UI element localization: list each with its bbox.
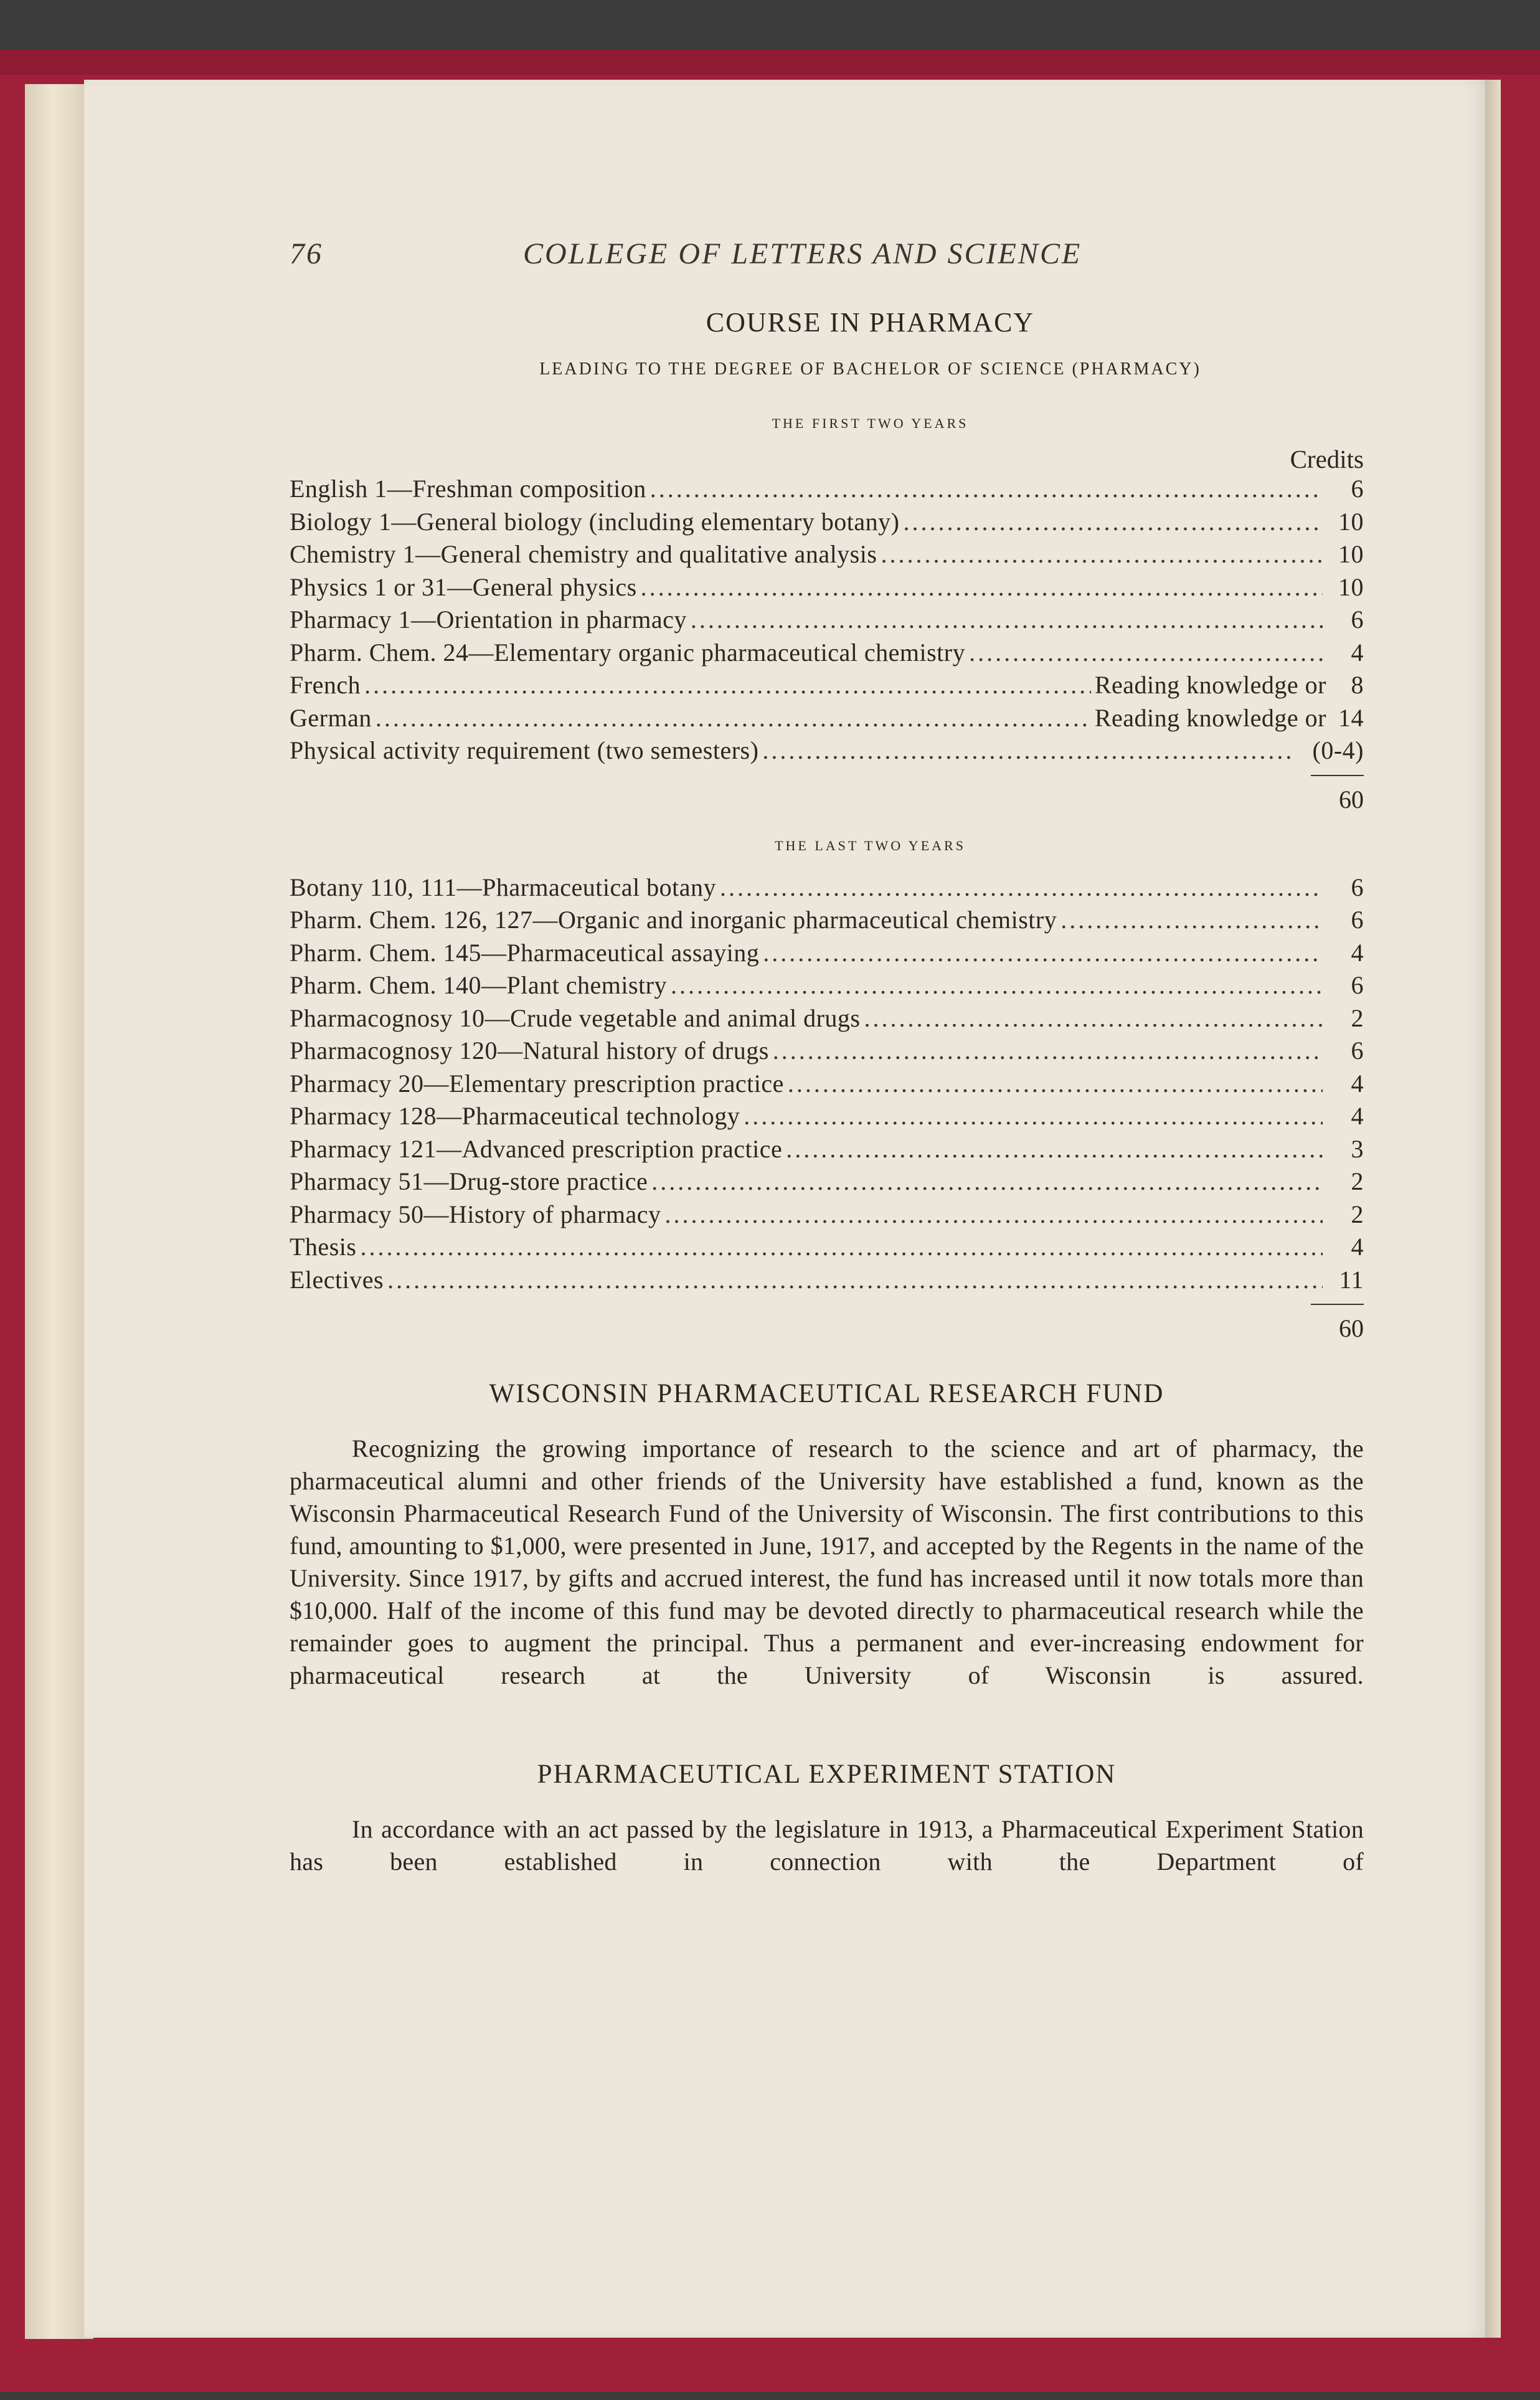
dot-leader bbox=[671, 970, 1323, 1000]
sum-rule bbox=[1311, 775, 1364, 776]
credits-value: 8 bbox=[1351, 671, 1364, 699]
dot-leader bbox=[763, 938, 1323, 967]
credits-value: 10 bbox=[1338, 540, 1364, 568]
dot-leader bbox=[762, 736, 1295, 765]
course-label: Chemistry 1—General chemistry and qualitative analysis bbox=[290, 540, 877, 568]
course-label: Pharm. Chem. 145—Pharmaceutical assaying bbox=[290, 938, 760, 967]
course-note: Reading knowledge or bbox=[1094, 671, 1326, 699]
table-row bbox=[290, 638, 1364, 671]
credits-value: 6 bbox=[1351, 605, 1364, 633]
course-label: English 1—Freshman composition bbox=[290, 475, 646, 503]
dot-leader bbox=[786, 1134, 1323, 1164]
credits-value: 6 bbox=[1351, 1036, 1364, 1065]
dot-leader bbox=[864, 1003, 1323, 1033]
dot-leader bbox=[650, 474, 1323, 503]
credits-value: 4 bbox=[1351, 1102, 1364, 1130]
course-label: Biology 1—General biology (including elementary botany) bbox=[290, 507, 900, 536]
course-label: Thesis bbox=[290, 1233, 357, 1261]
course-label: Pharmacognosy 10—Crude vegetable and animal drugs bbox=[290, 1003, 861, 1032]
table-row bbox=[290, 605, 1364, 638]
table-row bbox=[290, 1036, 1364, 1069]
table-row bbox=[290, 1265, 1364, 1298]
table-row bbox=[290, 572, 1364, 605]
dot-leader bbox=[651, 1167, 1323, 1196]
book-cover-top-edge bbox=[0, 50, 1540, 75]
course-label: Electives bbox=[290, 1265, 384, 1294]
credits-value: 10 bbox=[1338, 572, 1364, 601]
course-label: Pharmacy 50—History of pharmacy bbox=[290, 1200, 661, 1228]
running-header bbox=[290, 237, 1364, 274]
dot-leader bbox=[360, 1232, 1323, 1261]
dot-leader bbox=[641, 572, 1323, 602]
table-row bbox=[290, 1167, 1364, 1200]
dot-leader bbox=[969, 638, 1323, 667]
course-label: Pharmacy 51—Drug-store practice bbox=[290, 1167, 648, 1195]
dot-leader bbox=[744, 1101, 1323, 1131]
page-gutter bbox=[1485, 80, 1501, 2338]
course-label: French bbox=[290, 671, 361, 699]
dot-leader bbox=[788, 1069, 1323, 1098]
first-two-years-table bbox=[290, 474, 1364, 816]
credits-value: 2 bbox=[1351, 1200, 1364, 1228]
credits-value: 4 bbox=[1351, 1069, 1364, 1098]
course-label: Pharmacy 20—Elementary prescription practice bbox=[290, 1069, 784, 1098]
course-label: Pharmacy 1—Orientation in pharmacy bbox=[290, 605, 687, 633]
credits-value: 11 bbox=[1339, 1265, 1364, 1294]
dot-leader bbox=[773, 1036, 1323, 1065]
course-label: Pharmacy 128—Pharmaceutical technology bbox=[290, 1102, 740, 1130]
course-label: Pharmacognosy 120—Natural history of drugs bbox=[290, 1036, 769, 1065]
table-row bbox=[290, 873, 1364, 906]
table-row bbox=[290, 905, 1364, 938]
course-subtitle: LEADING TO THE DEGREE OF BACHELOR OF SCIENCE (PHARMACY) bbox=[539, 359, 1201, 379]
course-label: Pharm. Chem. 140—Plant chemistry bbox=[290, 971, 667, 999]
credits-value: 6 bbox=[1351, 475, 1364, 503]
table-row bbox=[290, 1200, 1364, 1233]
credits-column-heading: Credits bbox=[1290, 445, 1364, 473]
course-note: Reading knowledge or bbox=[1094, 703, 1326, 732]
last-two-years-heading: THE LAST TWO YEARS bbox=[775, 837, 966, 853]
first-two-years-heading: THE FIRST TWO YEARS bbox=[772, 415, 969, 431]
credits-value: 14 bbox=[1338, 703, 1364, 732]
table-row bbox=[290, 507, 1364, 540]
dot-leader bbox=[881, 539, 1323, 569]
dot-leader bbox=[376, 703, 1091, 733]
table-row bbox=[290, 1101, 1364, 1134]
table-row bbox=[290, 1003, 1364, 1036]
credits-value: 3 bbox=[1351, 1134, 1364, 1163]
course-label: Pharmacy 121—Advanced prescription practice bbox=[290, 1134, 783, 1163]
table-row bbox=[290, 1232, 1364, 1265]
table-row bbox=[290, 736, 1364, 769]
table-row bbox=[290, 938, 1364, 971]
dot-leader bbox=[691, 605, 1323, 634]
credits-value: 2 bbox=[1351, 1003, 1364, 1032]
credits-value: 4 bbox=[1351, 1233, 1364, 1261]
page-content bbox=[290, 237, 1364, 1910]
course-label: Pharm. Chem. 126, 127—Organic and inorganic pharmaceutical chemistry bbox=[290, 906, 1057, 934]
last-two-years-total: 60 bbox=[1339, 1314, 1364, 1342]
research-fund-paragraph: Recognizing the growing importance of research to the science and art of pharmacy, the pharmaceutical alumni and other friends of the University have established a fund, known as the Wisconsin Pharmaceutical Research Fund of the University of Wisconsin. The first contributions to this fund, amounting to $1,000, were presented in June, 1917, and accepted by the Regents in the name of the University. Since 1917, by gifts and accrued interest, the fund has increased until it now totals more than $10,000. Half of the income of this fund may be devoted directly to pharmaceutical research while the remainder goes to augment the principal. Thus a permanent and ever-increasing endowment for pharmaceutical research at the University of Wisconsin is assured. bbox=[290, 1435, 1364, 1689]
table-row bbox=[290, 1134, 1364, 1167]
credits-value: 10 bbox=[1338, 507, 1364, 536]
table-row bbox=[290, 539, 1364, 572]
last-two-years-table bbox=[290, 873, 1364, 1345]
course-title: COURSE IN PHARMACY bbox=[706, 307, 1035, 338]
course-label: Physics 1 or 31—General physics bbox=[290, 572, 637, 601]
course-label: Botany 110, 111—Pharmaceutical botany bbox=[290, 873, 717, 901]
table-row bbox=[290, 1069, 1364, 1102]
credits-value: 4 bbox=[1351, 638, 1364, 666]
credits-value: 6 bbox=[1351, 971, 1364, 999]
table-row bbox=[290, 970, 1364, 1003]
table-row bbox=[290, 703, 1364, 736]
dot-leader bbox=[720, 873, 1323, 902]
credits-value: 6 bbox=[1351, 873, 1364, 901]
credits-value: 6 bbox=[1351, 906, 1364, 934]
dot-leader bbox=[904, 507, 1323, 536]
page-stack-edge bbox=[25, 84, 93, 2339]
credits-value: (0-4) bbox=[1312, 736, 1364, 764]
first-two-years-total: 60 bbox=[1339, 785, 1364, 813]
course-label: German bbox=[290, 703, 372, 732]
table-row bbox=[290, 670, 1364, 703]
dot-leader bbox=[1061, 905, 1323, 934]
experiment-station-heading: PHARMACEUTICAL EXPERIMENT STATION bbox=[537, 1760, 1117, 1789]
dot-leader bbox=[664, 1200, 1323, 1229]
table-row bbox=[290, 474, 1364, 507]
credits-value: 4 bbox=[1351, 938, 1364, 967]
running-title: COLLEGE OF LETTERS AND SCIENCE bbox=[523, 237, 1082, 270]
sum-rule bbox=[1311, 1304, 1364, 1305]
course-label: Pharm. Chem. 24—Elementary organic pharmaceutical chemistry bbox=[290, 638, 966, 666]
credits-value: 2 bbox=[1351, 1167, 1364, 1195]
dot-leader bbox=[364, 670, 1091, 700]
experiment-station-paragraph: In accordance with an act passed by the legislature in 1913, a Pharmaceutical Experiment Station has been established in connection with the Department of bbox=[290, 1815, 1364, 1876]
page-number: 76 bbox=[290, 237, 323, 270]
course-label: Physical activity requirement (two semesters) bbox=[290, 736, 759, 764]
research-fund-heading: WISCONSIN PHARMACEUTICAL RESEARCH FUND bbox=[489, 1379, 1164, 1408]
dot-leader bbox=[387, 1265, 1323, 1294]
